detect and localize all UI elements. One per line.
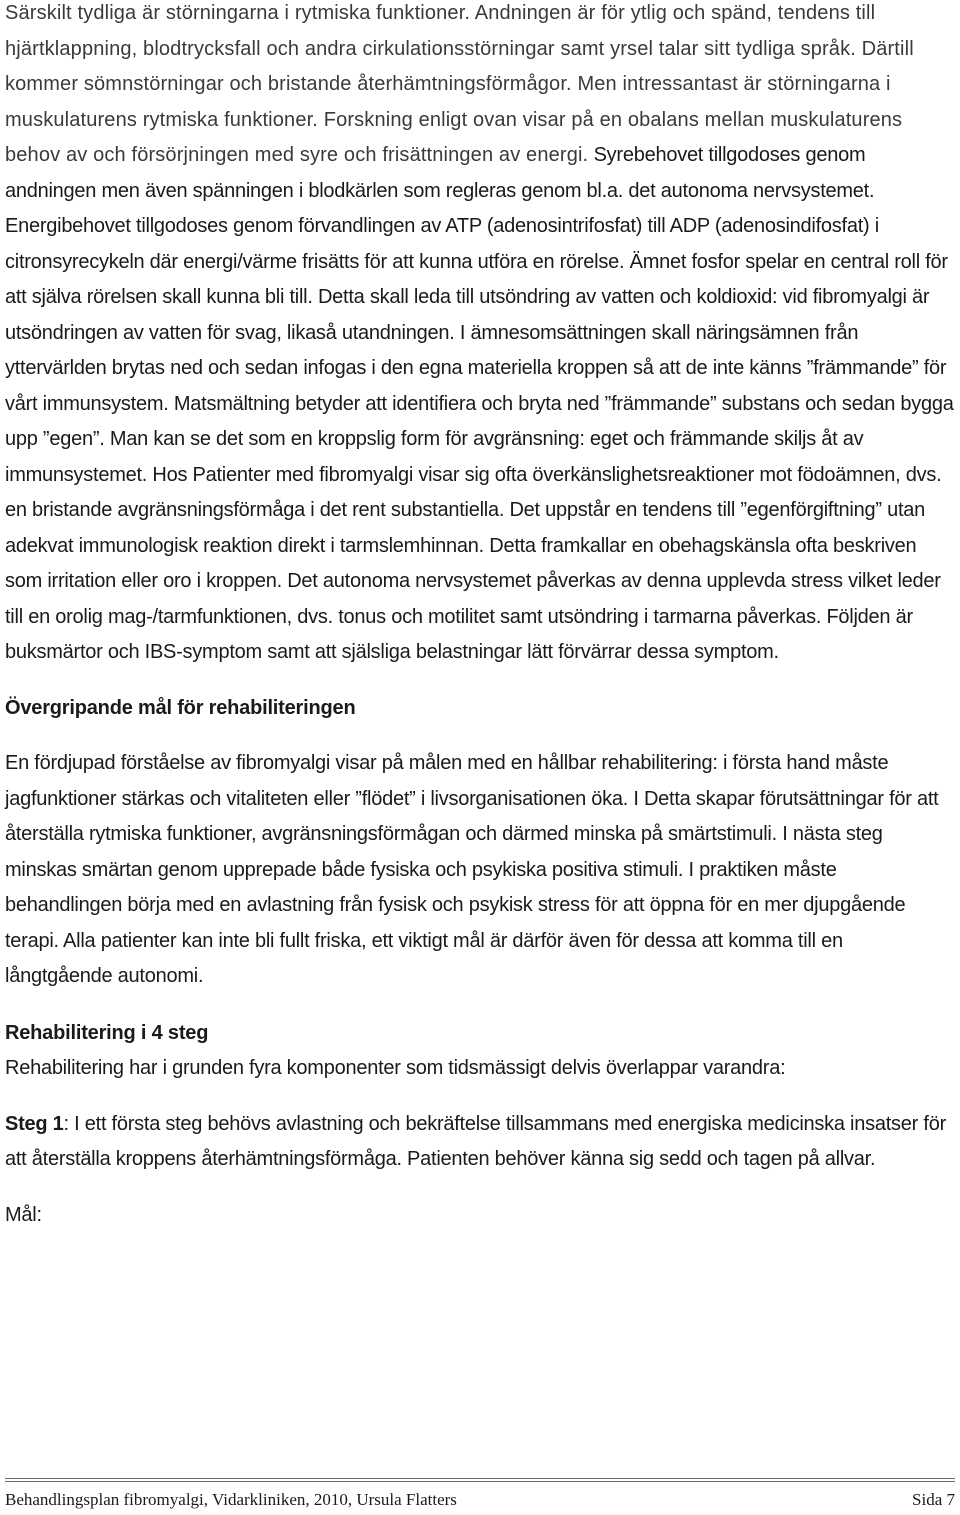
heading-steps: Rehabilitering i 4 steg bbox=[5, 1021, 209, 1044]
intro-text-dark: Syrebehovet tillgodoses genom andningen men även spänningen i blodkärlen som regleras genom bl.a. det autonoma nervsystemet. Energibehovet tillgodoses genom förvandlingen av ATP (adenosintrifosfat) till ADP (adenosindifosfat) i citronsyrecykeln där energi/värme frisätts för att kunna utföra en rörelse. Ämnet fosfor spelar en central roll för att själva rörelsen skall kunna bli till. Detta skall leda till utsöndring av vatten och koldioxid: vid fibromyalgi är utsöndringen av vatten för svag, likaså utandningen. I ämnesomsättningen skall näringsämnen från yttervärlden brytas ned och sedan infogas i den egna materiella kroppen så att de inte känns ”främmande” för vårt immunsystem. Matsmältning betyder att identifiera och bryta ned ”främmande” substans och sedan bygga upp ”egen”. Man kan se det som en kroppslig form för avgränsning: eget och främmande skiljs åt av immunsystemet. Hos Patienter med fibromyalgi visar sig ofta överkänslighetsreaktioner mot födoämnen, dvs. en bristande avgränsningsförmåga i det rent substantiella. Det uppstår en tendens till ”egenförgiftning” utan adekvat immunologisk reaktion direkt i tarmslemhinnan. Detta framkallar en obehagskänsla ofta beskriven som irritation eller oro i kroppen. Det autonoma nervsystemet påverkas av denna upplevda stress vilket leder till en orolig mag-/tarmfunktionen, dvs. tonus och motilitet samt utsöndring i tarmarna påverkas. Följden är buksmärtor och IBS-symptom samt att själsliga belastningar lätt förvärrar dessa symptom. bbox=[5, 144, 954, 663]
step1-paragraph bbox=[5, 1107, 955, 1178]
goal-label: Mål: bbox=[5, 1203, 42, 1226]
goals-paragraph: En fördjupad förståelse av fibromyalgi visar på målen med en hållbar rehabilitering: i första hand måste jagfunktioner stärkas och vitaliteten eller ”flödet” i livsorganisationen öka. I Detta skapar förutsättningar för att återställa rytmiska funktioner, avgränsningsförmågan och därmed minska på smärtstimuli. I nästa steg minskas smärtan genom upprepade både fysiska och psykiska positiva stimuli. I praktiken måste behandlingen börja med en avlastning från fysisk och psykisk stress för att öppna för en mer djupgående terapi. Alla patienter kan inte bli fullt friska, ett viktigt mål är därför även för dessa att komma till en långtgående autonomi. bbox=[5, 752, 939, 987]
step1-text: : I ett första steg behövs avlastning och bekräftelse tillsammans med energiska medicinska insatser för att återställa kroppens återhämtningsförmåga. Patienten behöver känna sig sedd och tagen på allvar. bbox=[5, 1112, 946, 1170]
steps-intro: Rehabilitering har i grunden fyra komponenter som tidsmässigt delvis överlappar varandra: bbox=[5, 1057, 786, 1079]
intro-paragraph bbox=[5, 0, 955, 671]
page-footer bbox=[5, 1488, 955, 1512]
footer-title: Behandlingsplan fibromyalgi, Vidarkliniken, 2010, Ursula Flatters bbox=[5, 1490, 457, 1509]
document-page bbox=[5, 0, 955, 1233]
page-number: Sida 7 bbox=[912, 1490, 955, 1509]
intro-text-gray: Särskilt tydliga är störningarna i rytmiska funktioner. Andningen är för ytlig och spänd, tendens till hjärtklappning, blodtrycksfall och andra cirkulationsstörningar samt yrsel talar sitt tydliga språk. Därtill kommer sömnstörningar och bristande återhämtningsförmågor. Men intressantast är störningarna i muskulaturens rytmiska funktioner. Forskning enligt ovan visar på en obalans mellan muskulaturens behov av och försörjningen med syre och frisättningen av energi. bbox=[5, 2, 914, 166]
footer-rule-top bbox=[5, 1478, 955, 1479]
heading-goals: Övergripande mål för rehabiliteringen bbox=[5, 696, 356, 719]
step1-label: Steg 1 bbox=[5, 1112, 64, 1135]
footer-rule-bottom bbox=[5, 1481, 955, 1482]
